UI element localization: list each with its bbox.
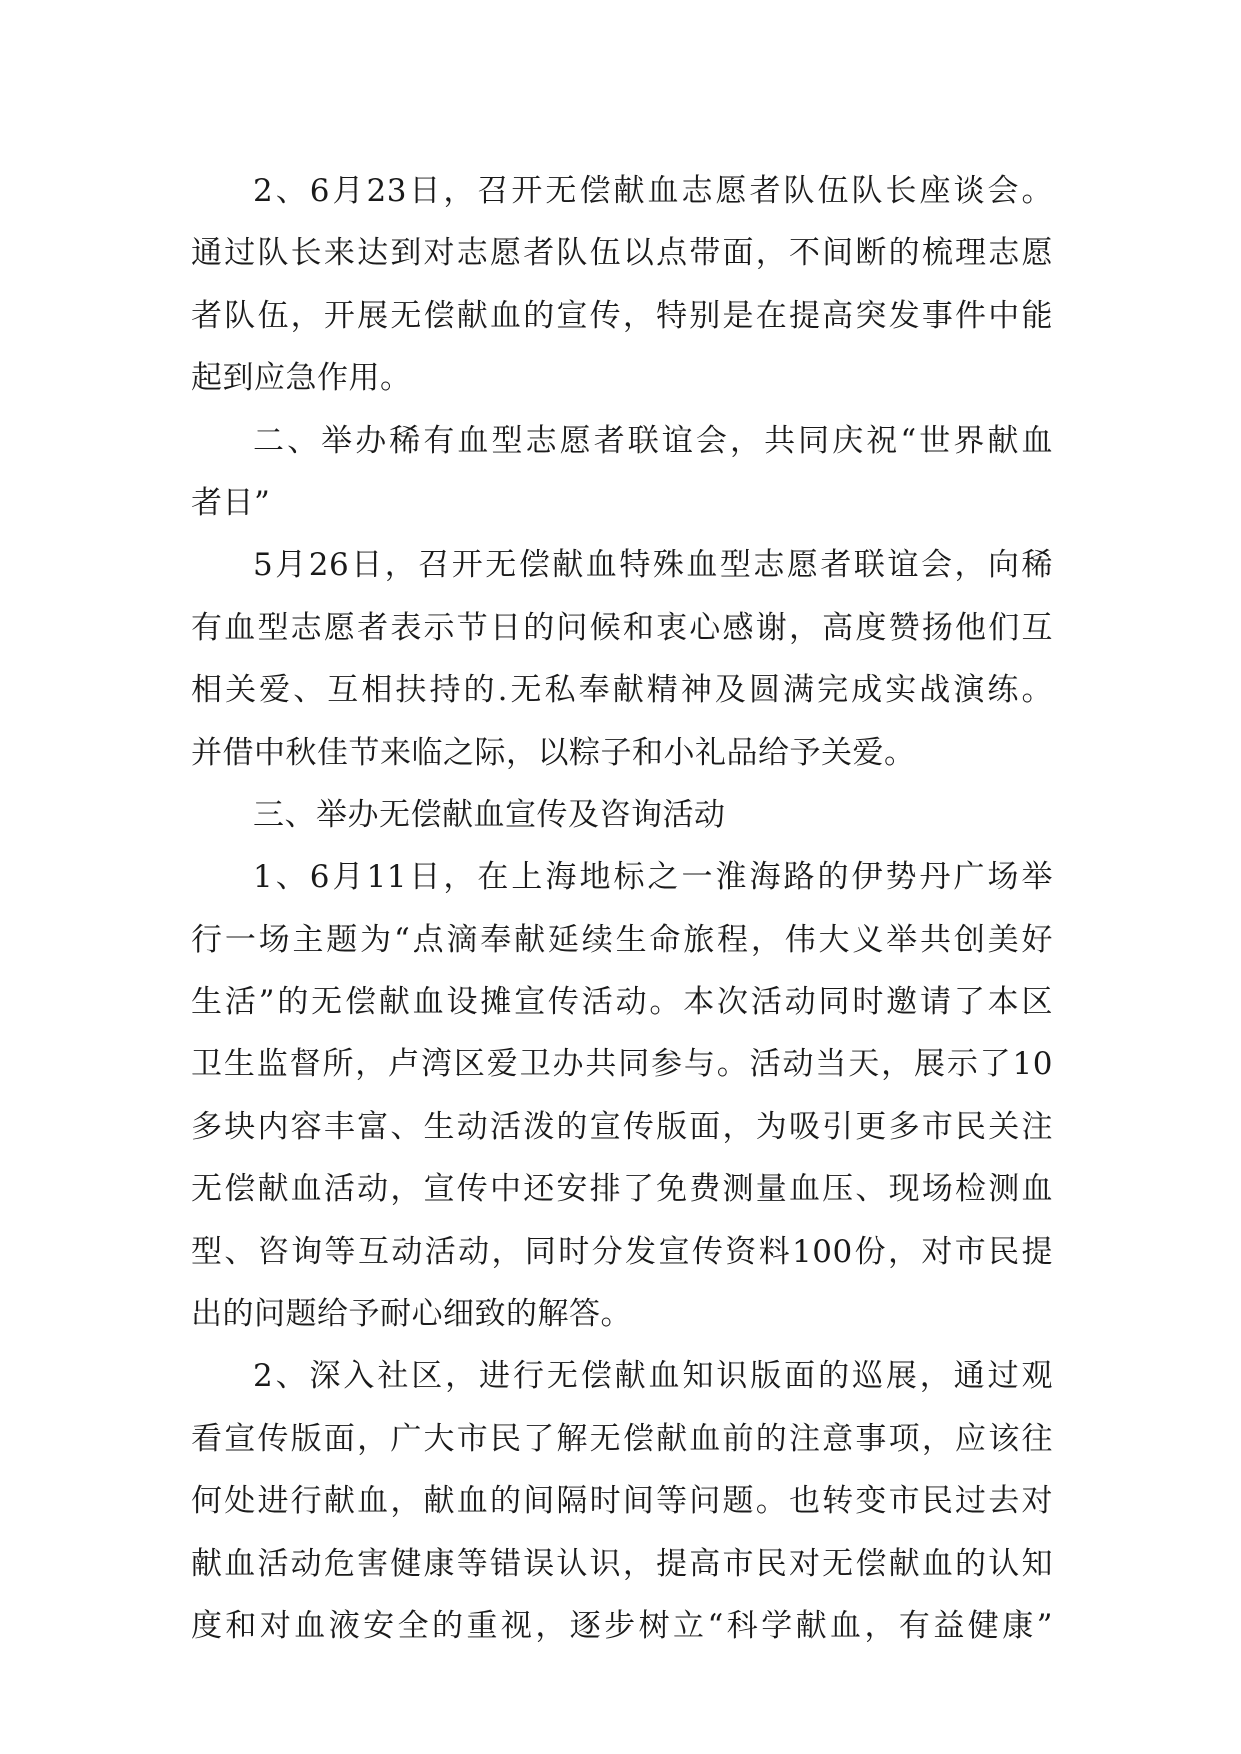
section-heading-line: 者日”	[191, 484, 271, 521]
paragraph-line: 1、6月11日，在上海地标之一淮海路的伊势丹广场举	[253, 859, 1053, 896]
paragraph-line: 2、6月23日，召开无偿献血志愿者队伍队长座谈会。	[253, 173, 1053, 209]
paragraph-line: 2、深入社区，进行无偿献血知识版面的巡展，通过观	[253, 1358, 1053, 1395]
paragraph-line: 生活”的无偿献血设摊宣传活动。本次活动同时邀请了本区	[191, 984, 1053, 1021]
paragraph-line: 献血活动危害健康等错误认识，提高市民对无偿献血的认知	[191, 1545, 1053, 1582]
paragraph-line: 者队伍，开展无偿献血的宣传，特别是在提高突发事件中能	[191, 297, 1053, 334]
paragraph-line: 起到应急作用。	[191, 360, 412, 397]
paragraph-line: 无偿献血活动，宣传中还安排了免费测量血压、现场检测血	[191, 1171, 1053, 1208]
paragraph-line: 行一场主题为“点滴奉献延续生命旅程，伟大义举共创美好	[191, 921, 1053, 958]
paragraph-line: 度和对血液安全的重视，逐步树立“科学献血，有益健康”	[191, 1607, 1053, 1644]
paragraph-line: 卫生监督所，卢湾区爱卫办共同参与。活动当天，展示了10	[191, 1046, 1053, 1083]
section-heading-line: 三、举办无偿献血宣传及咨询活动	[253, 796, 726, 833]
paragraph-line: 并借中秋佳节来临之际，以粽子和小礼品给予关爱。	[191, 734, 916, 771]
section-heading-line: 二、举办稀有血型志愿者联谊会，共同庆祝“世界献血	[253, 422, 1053, 459]
paragraph-line: 看宣传版面，广大市民了解无偿献血前的注意事项，应该往	[191, 1420, 1053, 1457]
paragraph-line: 通过队长来达到对志愿者队伍以点带面，不间断的梳理志愿	[191, 235, 1053, 272]
paragraph-line: 有血型志愿者表示节日的问候和衷心感谢，高度赞扬他们互	[191, 609, 1053, 646]
paragraph-line: 5月26日，召开无偿献血特殊血型志愿者联谊会，向稀	[253, 547, 1053, 584]
paragraph-line: 型、咨询等互动活动，同时分发宣传资料100份，对市民提	[191, 1233, 1053, 1270]
paragraph-line: 相关爱、互相扶持的.无私奉献精神及圆满完成实战演练。	[191, 672, 1053, 709]
paragraph-line: 出的问题给予耐心细致的解答。	[191, 1296, 632, 1333]
paragraph-line: 多块内容丰富、生动活泼的宣传版面，为吸引更多市民关注	[191, 1108, 1053, 1145]
document-body	[191, 160, 1053, 1657]
paragraph-line: 何处进行献血，献血的间隔时间等问题。也转变市民过去对	[191, 1483, 1053, 1520]
